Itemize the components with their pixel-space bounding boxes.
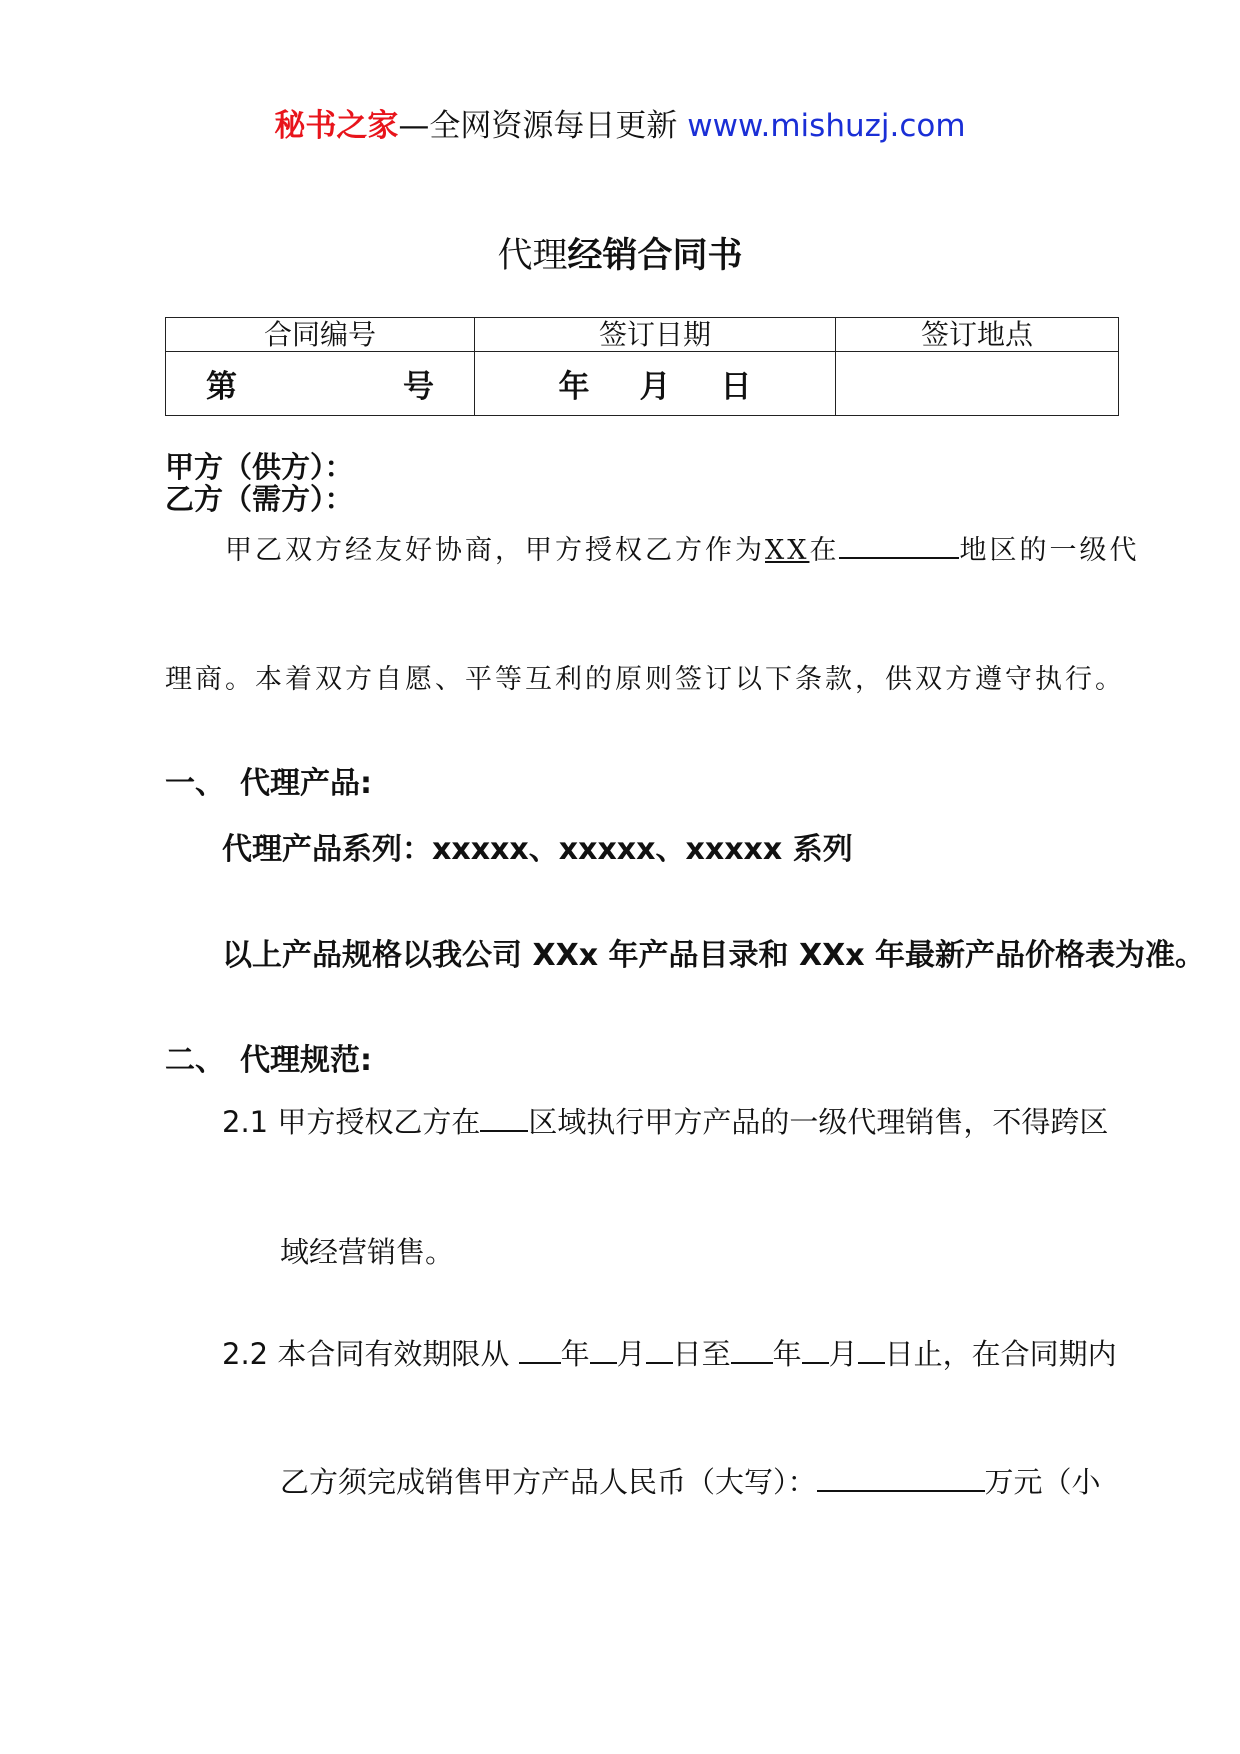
intro-xx: XX (765, 535, 810, 566)
contract-number-cell[interactable] (166, 352, 475, 416)
section-1-number: 一、 (165, 766, 225, 801)
table-value-row (166, 352, 1119, 416)
clause-2-1-text-b: 区域执行甲方产品的一级代理销售，不得跨区 (528, 1105, 1109, 1139)
section-2-title: 代理规范: (240, 1043, 372, 1078)
end-year-label: 年 (772, 1337, 802, 1371)
clause-2-1-line-1 (222, 1100, 1108, 1141)
section-2-heading (165, 1035, 372, 1079)
end-year-blank[interactable] (731, 1333, 773, 1364)
section-1-title: 代理产品: (240, 766, 372, 801)
amount-blank[interactable] (817, 1461, 985, 1492)
region-blank[interactable] (839, 533, 959, 559)
clause-2-2-line-2 (280, 1460, 1101, 1501)
document-title (0, 228, 1240, 278)
date-day: 日 (720, 369, 752, 405)
title-bold: 经销合同书 (567, 236, 743, 276)
header-brand: 秘书之家 (274, 108, 399, 144)
table-header-row (166, 318, 1119, 352)
header-tagline: —全网资源每日更新 (398, 108, 688, 144)
intro-line1-pre: 甲乙双方经友好协商，甲方授权乙方作为 (225, 535, 765, 566)
title-normal: 代理 (497, 236, 568, 276)
clause-2-2-text-a: 本合同有效期限从 (268, 1337, 519, 1371)
party-a-label: 甲方（供方）： (165, 450, 354, 484)
clause-2-1-text-a: 甲方授权乙方在 (268, 1105, 481, 1139)
header-sign-date: 签订日期 (475, 318, 836, 352)
contract-info-table (165, 317, 1119, 416)
start-day-blank[interactable] (646, 1333, 673, 1364)
intro-line-1 (225, 528, 1139, 567)
product-note: 以上产品规格以我公司 XXx 年产品目录和 XXx 年最新产品价格表为准。 (222, 938, 1205, 973)
header-line (0, 100, 1240, 145)
sign-date-cell[interactable] (475, 352, 836, 416)
start-month-blank[interactable] (590, 1333, 617, 1364)
date-month: 月 (639, 369, 671, 405)
end-month-blank[interactable] (802, 1333, 829, 1364)
clause-2-1-line-2: 域经营销售。 (280, 1235, 455, 1269)
clause-2-2-amount-unit: 万元（小 (984, 1465, 1101, 1499)
party-b-label: 乙方（需方）： (165, 482, 354, 516)
intro-line-2: 理商。本着双方自愿、平等互利的原则签订以下条款，供双方遵守执行。 (165, 664, 1125, 695)
clause-2-2-number: 2.2 (222, 1337, 269, 1371)
product-series: 代理产品系列：xxxxx、xxxxx、xxxxx 系列 (222, 832, 853, 867)
end-day-label: 日止，在合同期内 (884, 1337, 1117, 1371)
intro-line1-mid: 在 (809, 535, 840, 566)
section-1-heading (165, 758, 372, 802)
sign-place-cell[interactable] (836, 352, 1119, 416)
start-year-label: 年 (560, 1337, 590, 1371)
end-day-blank[interactable] (858, 1333, 885, 1364)
start-year-blank[interactable] (519, 1333, 561, 1364)
date-year: 年 (558, 369, 590, 405)
area-blank[interactable] (480, 1101, 528, 1132)
header-url[interactable]: www.mishuzj.com (687, 108, 966, 144)
header-sign-place: 签订地点 (836, 318, 1119, 352)
clause-2-1-number: 2.1 (222, 1105, 269, 1139)
header-contract-number: 合同编号 (166, 318, 475, 352)
clause-2-2-amount-label: 乙方须完成销售甲方产品人民币（大写）： (280, 1465, 817, 1499)
start-day-label: 日至 (672, 1337, 731, 1371)
end-month-label: 月 (828, 1337, 858, 1371)
number-suffix: 号 (403, 369, 434, 405)
clause-2-2-line-1 (222, 1332, 1117, 1373)
start-month-label: 月 (616, 1337, 646, 1371)
number-prefix: 第 (206, 369, 237, 405)
intro-line1-post: 地区的一级代 (959, 535, 1140, 566)
section-2-number: 二、 (165, 1043, 225, 1078)
